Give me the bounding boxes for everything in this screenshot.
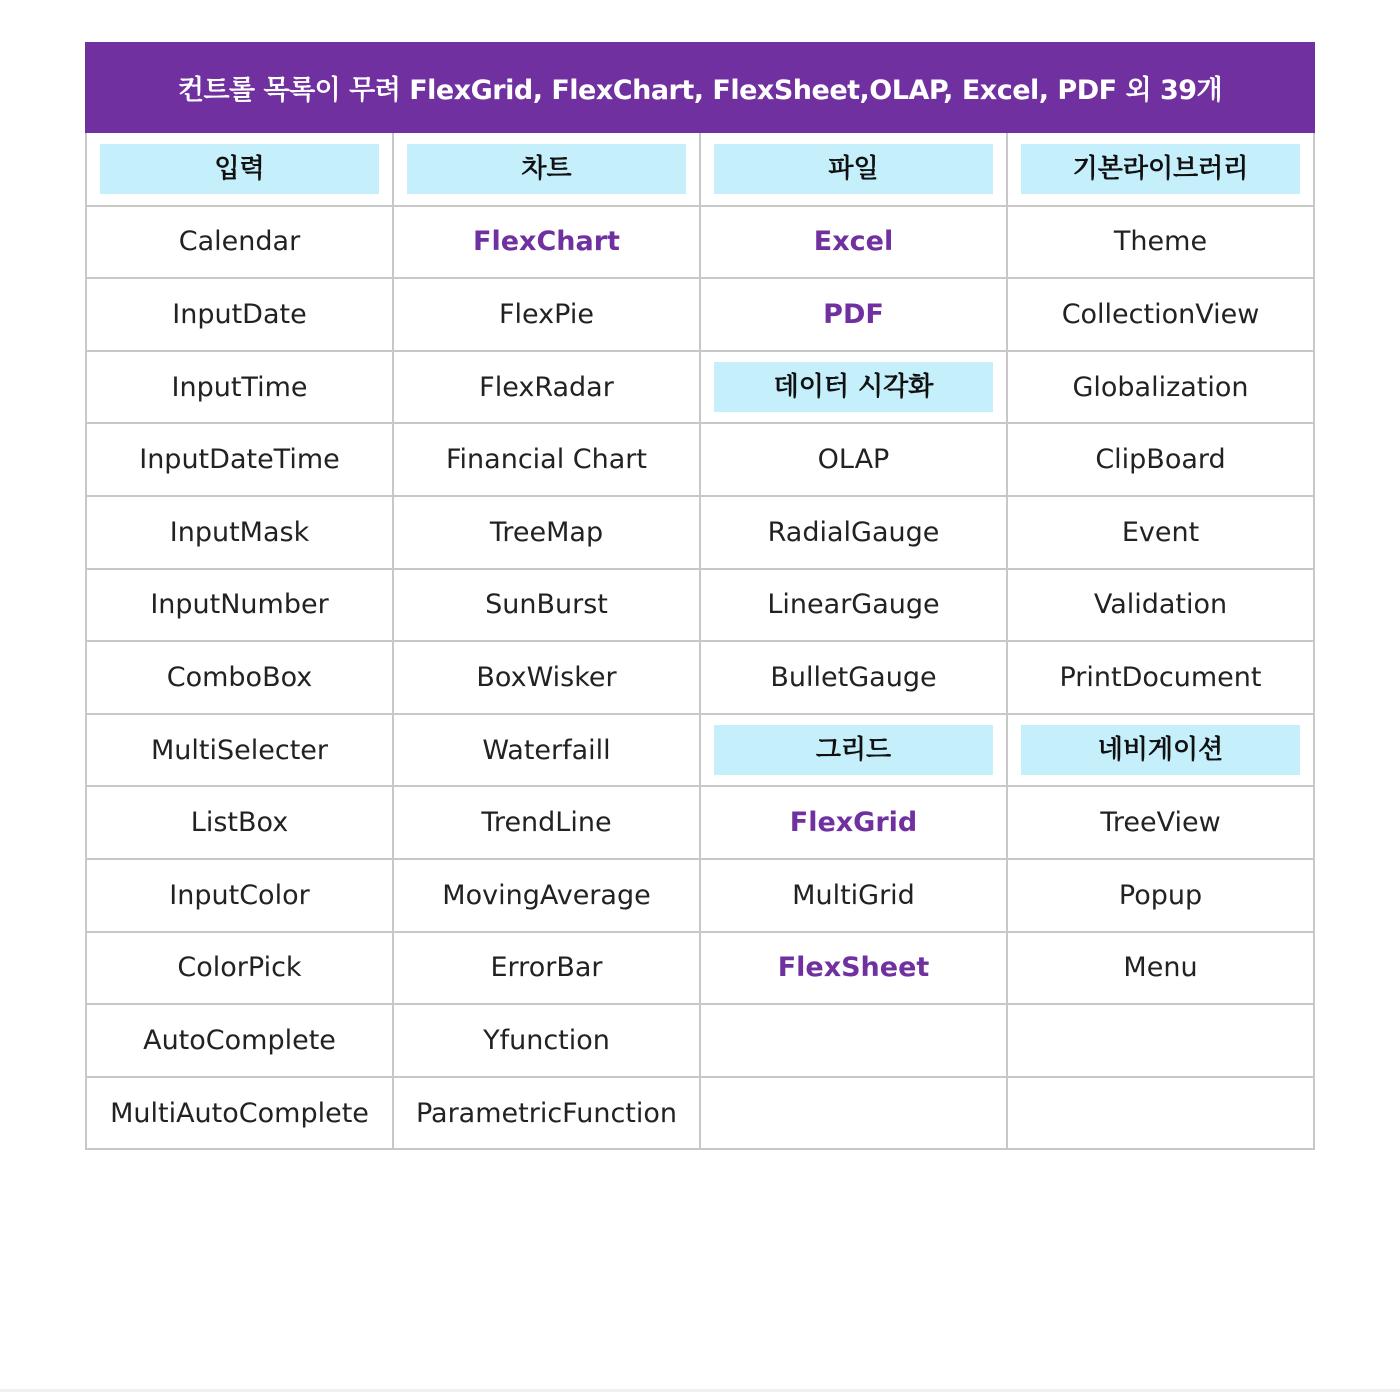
controls-table-body	[86, 133, 1314, 1149]
table-cell	[700, 206, 1007, 279]
table-cell	[86, 1077, 393, 1150]
table-row	[86, 206, 1314, 279]
control-label: InputTime	[171, 371, 308, 403]
table-cell	[700, 133, 1007, 206]
control-label: SunBurst	[485, 589, 608, 621]
control-label: InputNumber	[150, 589, 329, 621]
control-label: ParametricFunction	[415, 1097, 678, 1129]
table-cell	[86, 859, 393, 932]
table-cell	[86, 1004, 393, 1077]
featured-control-label: FlexChart	[473, 226, 620, 258]
table-cell	[393, 641, 700, 714]
control-label: FlexPie	[499, 298, 594, 330]
table-cell	[700, 786, 1007, 859]
control-label: MovingAverage	[442, 879, 651, 911]
table-cell	[86, 641, 393, 714]
table-cell	[700, 278, 1007, 351]
table-cell	[393, 496, 700, 569]
table-cell	[1007, 569, 1314, 642]
control-label: TrendLine	[481, 807, 612, 839]
table-cell	[393, 423, 700, 496]
control-label: PrintDocument	[1059, 661, 1262, 693]
table-cell	[86, 496, 393, 569]
control-label: ClipBoard	[1095, 444, 1226, 476]
control-label: ErrorBar	[490, 952, 603, 984]
table-row	[86, 641, 1314, 714]
control-label: Calendar	[178, 226, 301, 258]
table-cell	[393, 932, 700, 1005]
control-label: RadialGauge	[767, 516, 940, 548]
table-cell	[700, 351, 1007, 424]
control-label: TreeView	[1100, 807, 1221, 839]
table-row	[86, 278, 1314, 351]
control-label: BulletGauge	[770, 661, 937, 693]
banner-title: 컨트롤 목록이 무려 FlexGrid, FlexChart, FlexSheet,OLAP, Excel, PDF 외 39개	[85, 42, 1315, 133]
table-cell	[86, 714, 393, 787]
table-row	[86, 351, 1314, 424]
category-heading: 입력	[100, 144, 379, 194]
control-label: FlexRadar	[479, 371, 614, 403]
control-label: ListBox	[190, 807, 289, 839]
control-label: AutoComplete	[143, 1024, 336, 1056]
table-cell	[700, 1077, 1007, 1150]
controls-list	[85, 42, 1315, 1150]
table-cell	[393, 133, 700, 206]
table-cell	[700, 496, 1007, 569]
control-label: Financial Chart	[445, 444, 647, 476]
table-row	[86, 133, 1314, 206]
control-label: InputColor	[169, 879, 310, 911]
table-cell	[1007, 496, 1314, 569]
control-label: BoxWisker	[476, 661, 617, 693]
table-row	[86, 1077, 1314, 1150]
category-heading: 데이터 시각화	[714, 362, 993, 412]
category-heading: 그리드	[714, 725, 993, 775]
table-cell	[700, 569, 1007, 642]
control-label: MultiAutoComplete	[110, 1097, 369, 1129]
control-label: Validation	[1093, 589, 1228, 621]
controls-table	[85, 133, 1315, 1150]
control-label: InputDateTime	[139, 444, 340, 476]
table-cell	[700, 641, 1007, 714]
table-cell	[1007, 133, 1314, 206]
table-cell	[393, 714, 700, 787]
table-row	[86, 714, 1314, 787]
table-cell	[700, 859, 1007, 932]
control-label: TreeMap	[489, 516, 604, 548]
control-label: ComboBox	[166, 661, 313, 693]
control-label: ColorPick	[177, 952, 302, 984]
table-cell	[1007, 351, 1314, 424]
category-heading: 기본라이브러리	[1021, 144, 1300, 194]
table-cell	[700, 714, 1007, 787]
table-cell	[700, 423, 1007, 496]
featured-control-label: PDF	[823, 298, 884, 330]
table-cell	[1007, 786, 1314, 859]
table-cell	[86, 351, 393, 424]
control-label: Waterfaill	[482, 734, 611, 766]
table-cell	[393, 1077, 700, 1150]
featured-control-label: Excel	[813, 226, 894, 258]
table-cell	[393, 351, 700, 424]
table-cell	[86, 278, 393, 351]
control-label: Theme	[1113, 226, 1208, 258]
table-cell	[1007, 932, 1314, 1005]
table-cell	[393, 206, 700, 279]
table-cell	[393, 569, 700, 642]
table-row	[86, 932, 1314, 1005]
control-label: Popup	[1118, 879, 1203, 911]
table-cell	[393, 786, 700, 859]
table-cell	[86, 206, 393, 279]
table-row	[86, 423, 1314, 496]
table-cell	[1007, 423, 1314, 496]
table-cell	[1007, 278, 1314, 351]
table-row	[86, 569, 1314, 642]
table-cell	[1007, 1004, 1314, 1077]
category-heading: 네비게이션	[1021, 725, 1300, 775]
table-cell	[86, 423, 393, 496]
control-label: MultiGrid	[792, 879, 915, 911]
table-cell	[393, 278, 700, 351]
control-label: InputDate	[172, 298, 307, 330]
control-label: Yfunction	[483, 1024, 610, 1056]
table-cell	[1007, 206, 1314, 279]
table-cell	[1007, 859, 1314, 932]
table-cell	[393, 1004, 700, 1077]
table-cell	[86, 133, 393, 206]
table-cell	[86, 786, 393, 859]
control-label: InputMask	[169, 516, 310, 548]
table-row	[86, 786, 1314, 859]
table-cell	[700, 1004, 1007, 1077]
table-cell	[393, 859, 700, 932]
table-cell	[700, 932, 1007, 1005]
category-heading: 차트	[407, 144, 686, 194]
table-cell	[1007, 714, 1314, 787]
control-label: LinearGauge	[767, 589, 940, 621]
control-label: CollectionView	[1061, 298, 1260, 330]
category-heading: 파일	[714, 144, 993, 194]
table-cell	[1007, 1077, 1314, 1150]
table-cell	[1007, 641, 1314, 714]
table-row	[86, 859, 1314, 932]
control-label: Globalization	[1072, 371, 1249, 403]
table-cell	[86, 932, 393, 1005]
table-row	[86, 1004, 1314, 1077]
control-label: Event	[1121, 516, 1200, 548]
table-row	[86, 496, 1314, 569]
table-cell	[86, 569, 393, 642]
featured-control-label: FlexGrid	[789, 807, 918, 839]
control-label: OLAP	[817, 444, 890, 476]
control-label: MultiSelecter	[150, 734, 328, 766]
featured-control-label: FlexSheet	[777, 952, 930, 984]
control-label: Menu	[1123, 952, 1198, 984]
